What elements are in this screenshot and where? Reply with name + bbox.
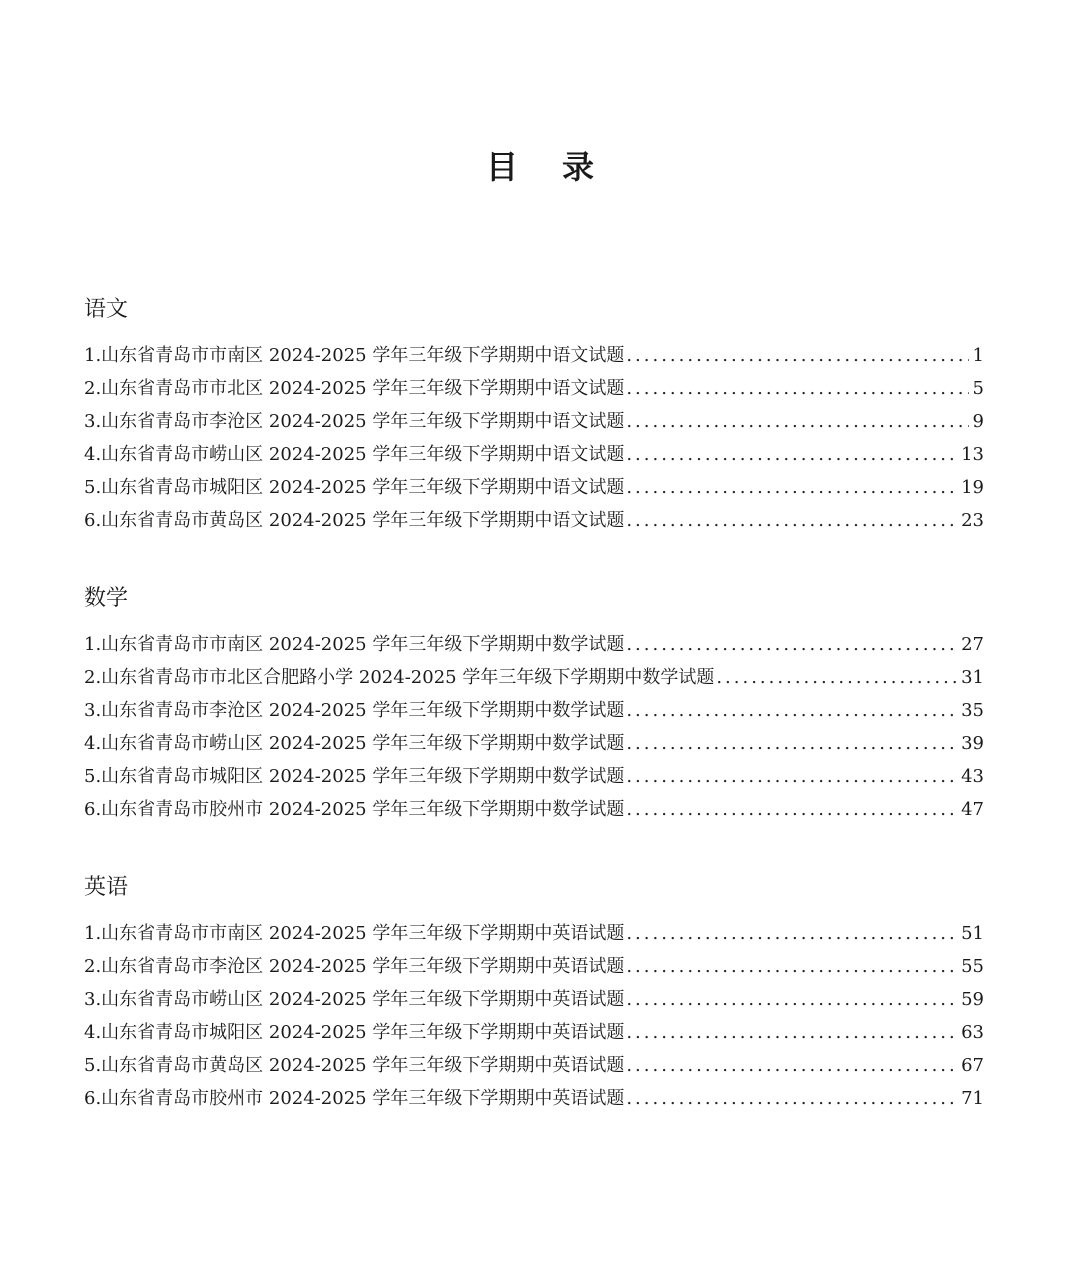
page-title: 目录 [485,148,638,186]
toc-entry-title: 1.山东省青岛市市南区 2024-2025 学年三年级下学期期中语文试题 [84,345,625,366]
toc-entry[interactable] [84,950,984,983]
toc-entry-title: 5.山东省青岛市黄岛区 2024-2025 学年三年级下学期期中英语试题 [84,1055,625,1076]
section-heading: 英语 [84,875,129,900]
section-heading: 语文 [84,297,129,322]
toc-entry-page: 35 [961,700,984,721]
toc-entry[interactable] [84,628,984,661]
dot-leader [626,372,968,405]
toc-entry[interactable] [84,405,984,438]
toc-entry-page: 63 [961,1022,984,1043]
dot-leader [626,1049,957,1082]
toc-entry-title: 4.山东省青岛市城阳区 2024-2025 学年三年级下学期期中英语试题 [84,1022,625,1043]
toc-entry[interactable] [84,504,984,537]
dot-leader [626,1082,957,1115]
toc-entry-page: 27 [961,634,984,655]
dot-leader [626,471,957,504]
toc-entry-title: 4.山东省青岛市崂山区 2024-2025 学年三年级下学期期中语文试题 [84,444,625,465]
toc-entry[interactable] [84,1016,984,1049]
toc-entry[interactable] [84,917,984,950]
dot-leader [626,339,968,372]
toc-entry[interactable] [84,727,984,760]
toc-entry-page: 19 [961,477,984,498]
toc-entry-title: 2.山东省青岛市市北区 2024-2025 学年三年级下学期期中语文试题 [84,378,625,399]
toc-entry-page: 71 [961,1088,984,1109]
dot-leader [626,983,957,1016]
toc-entry[interactable] [84,983,984,1016]
dot-leader [626,917,957,950]
toc-entry-page: 47 [961,799,984,820]
dot-leader [626,1016,957,1049]
toc-entry[interactable] [84,661,984,694]
dot-leader [626,438,957,471]
toc-entry-page: 23 [961,510,984,531]
toc-entry[interactable] [84,339,984,372]
dot-leader [626,793,957,826]
toc-entry-title: 3.山东省青岛市崂山区 2024-2025 学年三年级下学期期中英语试题 [84,989,625,1010]
toc-entry[interactable] [84,471,984,504]
toc-list [84,917,984,1115]
dot-leader [626,405,968,438]
toc-list [84,628,984,826]
toc-entry-title: 1.山东省青岛市市南区 2024-2025 学年三年级下学期期中英语试题 [84,923,625,944]
toc-entry-title: 2.山东省青岛市李沧区 2024-2025 学年三年级下学期期中英语试题 [84,956,625,977]
dot-leader [716,661,957,694]
toc-entry-page: 51 [961,923,984,944]
toc-entry-page: 9 [972,411,984,432]
dot-leader [626,628,957,661]
toc-entry[interactable] [84,1049,984,1082]
toc-entry-page: 5 [972,378,984,399]
dot-leader [626,760,957,793]
toc-entry-page: 31 [961,667,984,688]
toc-entry-page: 55 [961,956,984,977]
dot-leader [626,504,957,537]
toc-entry-title: 3.山东省青岛市李沧区 2024-2025 学年三年级下学期期中数学试题 [84,700,625,721]
toc-entry[interactable] [84,372,984,405]
toc-entry[interactable] [84,1082,984,1115]
toc-entry[interactable] [84,793,984,826]
toc-entry-title: 1.山东省青岛市市南区 2024-2025 学年三年级下学期期中数学试题 [84,634,625,655]
toc-entry-page: 13 [961,444,984,465]
dot-leader [626,727,957,760]
toc-entry-title: 3.山东省青岛市李沧区 2024-2025 学年三年级下学期期中语文试题 [84,411,625,432]
toc-section-chinese [84,295,984,537]
toc-entry-title: 6.山东省青岛市胶州市 2024-2025 学年三年级下学期期中数学试题 [84,799,625,820]
toc-entry-page: 43 [961,766,984,787]
dot-leader [626,694,957,727]
toc-entry-title: 4.山东省青岛市崂山区 2024-2025 学年三年级下学期期中数学试题 [84,733,625,754]
toc-entry[interactable] [84,694,984,727]
toc-entry[interactable] [84,438,984,471]
toc-list [84,339,984,537]
toc-section-english [84,873,984,1115]
toc-entry-title: 6.山东省青岛市胶州市 2024-2025 学年三年级下学期期中英语试题 [84,1088,625,1109]
toc-entry-title: 2.山东省青岛市市北区合肥路小学 2024-2025 学年三年级下学期期中数学试题 [84,667,715,688]
toc-entry[interactable] [84,760,984,793]
toc-section-math [84,584,984,826]
toc-entry-title: 6.山东省青岛市黄岛区 2024-2025 学年三年级下学期期中语文试题 [84,510,625,531]
toc-entry-page: 1 [972,345,984,366]
toc-entry-page: 67 [961,1055,984,1076]
toc-entry-title: 5.山东省青岛市城阳区 2024-2025 学年三年级下学期期中数学试题 [84,766,625,787]
toc-entry-page: 39 [961,733,984,754]
section-heading: 数学 [84,586,129,611]
toc-entry-title: 5.山东省青岛市城阳区 2024-2025 学年三年级下学期期中语文试题 [84,477,625,498]
dot-leader [626,950,957,983]
toc-entry-page: 59 [961,989,984,1010]
